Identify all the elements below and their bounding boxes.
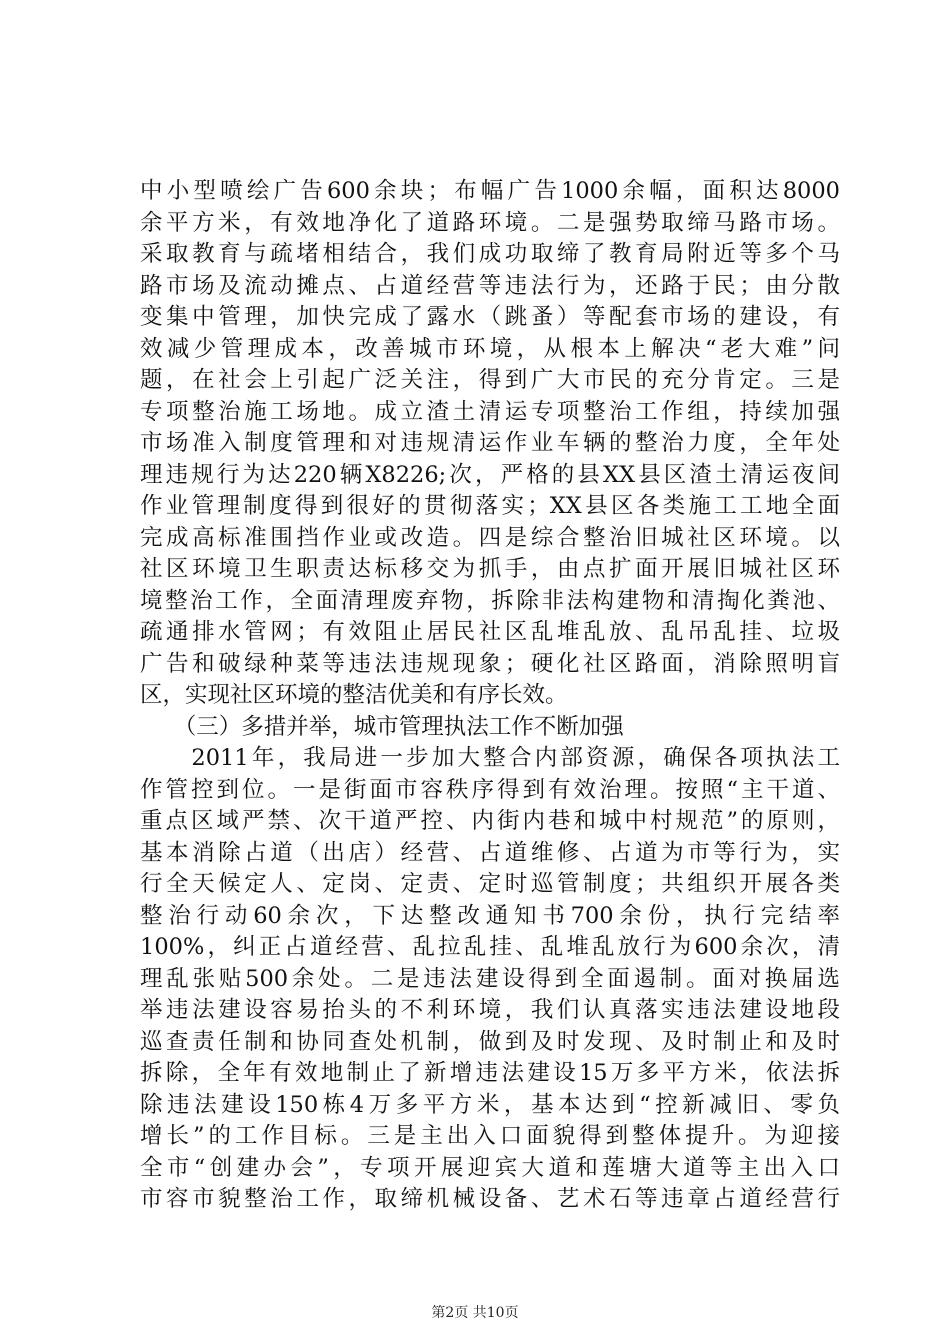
text-line: 理乱张贴500余处。二是违法建设得到全面遏制。面对换届选 xyxy=(140,965,840,992)
text-line: 行全天候定人、定岗、定责、定时巡管制度；共组织开展各类 xyxy=(140,871,840,897)
text-line: 社区环境卫生职责达标移交为抓手，由点扩面开展旧城社区环 xyxy=(140,556,840,582)
text-line: 区，实现社区环境的整洁优美和有序长效。 xyxy=(140,682,568,708)
text-line: 完成高标准围挡作业或改造。四是综合整治旧城社区环境。以 xyxy=(140,524,840,551)
text-line: 广告和破绿种菜等违法违规现象；硬化社区路面，消除照明盲 xyxy=(140,650,840,677)
text-line: 整治行动60余次，下达整改通知书700余份，执行完结率 xyxy=(140,902,840,929)
text-line: 拆除，全年有效地制止了新增违法建设15万多平方米，依法拆 xyxy=(140,1060,840,1086)
text-line: 题，在社会上引起广泛关注，得到广大市民的充分肯定。三是 xyxy=(140,367,840,393)
text-line: 基本消除占道（出店）经营、占道维修、占道为市等行为，实 xyxy=(140,839,840,866)
text-line: 全市“创建办会”，专项开展迎宾大道和莲塘大道等主出入口 xyxy=(140,1154,840,1181)
text-line: 巡查责任制和协同查处机制，做到及时发现、及时制止和及时 xyxy=(140,1028,840,1055)
text-line: 效减少管理成本，改善城市环境，从根本上解决“老大难”问 xyxy=(140,335,840,362)
text-line: 2011年，我局进一步加大整合内部资源，确保各项执法工 xyxy=(140,745,840,771)
text-line: 变集中管理，加快完成了露水（跳蚤）等配套市场的建设，有 xyxy=(140,304,840,330)
text-line: 重点区域严禁、次干道严控、内街内巷和城中村规范”的原则， xyxy=(140,808,840,834)
text-line: 中小型喷绘广告600余块；布幅广告1000余幅，面积达8000 xyxy=(140,178,840,204)
page-footer: 第2页 共10页 xyxy=(431,1305,519,1321)
text-line: 作业管理制度得到很好的贯彻落实；XX县区各类施工工地全面 xyxy=(140,493,840,519)
text-line: 余平方米，有效地净化了道路环境。二是强势取缔马路市场。 xyxy=(140,209,840,236)
text-line: （三）多措并举，城市管理执法工作不断加强 xyxy=(140,713,624,740)
text-line: 采取教育与疏堵相结合，我们成功取缔了教育局附近等多个马 xyxy=(140,241,840,267)
text-line: 增长”的工作目标。三是主出入口面貌得到整体提升。为迎接 xyxy=(140,1123,840,1149)
document-body xyxy=(140,176,840,1216)
text-line: 举违法建设容易抬头的不利环境，我们认真落实违法建设地段 xyxy=(140,997,840,1023)
text-line: 疏通排水管网；有效阻止居民社区乱堆乱放、乱吊乱挂、垃圾 xyxy=(140,619,840,645)
text-line: 路市场及流动摊点、占道经营等违法行为，还路于民；由分散 xyxy=(140,272,840,299)
text-line: 100%，纠正占道经营、乱拉乱挂、乱堆乱放行为600余次，清 xyxy=(140,934,840,960)
text-line: 作管控到位。一是街面市容秩序得到有效治理。按照“主干道、 xyxy=(140,776,840,803)
text-line: 市场准入制度管理和对违规清运作业车辆的整治力度，全年处 xyxy=(140,430,840,456)
text-line: 理违规行为达220辆X8226;次，严格的县XX县区渣土清运夜间 xyxy=(140,461,840,488)
text-line: 专项整治施工场地。成立渣土清运专项整治工作组，持续加强 xyxy=(140,398,840,425)
text-line: 境整治工作，全面清理废弃物，拆除非法构建物和清掏化粪池、 xyxy=(140,587,840,614)
text-line: 除违法建设150栋4万多平方米，基本达到“控新减旧、零负 xyxy=(140,1091,840,1118)
text-line: 市容市貌整治工作，取缔机械设备、艺术石等违章占道经营行 xyxy=(140,1186,840,1212)
